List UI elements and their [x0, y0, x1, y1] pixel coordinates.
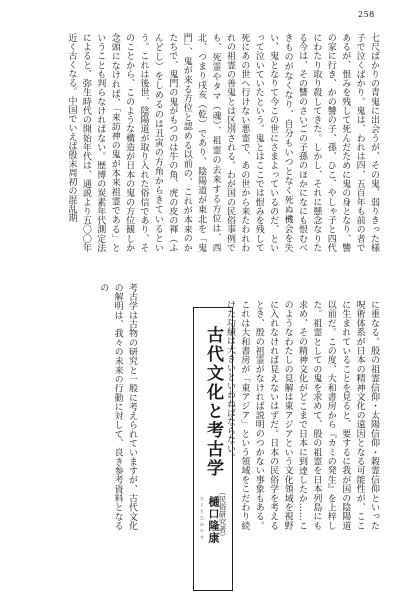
author-name-ruby: ひぐちたかやす	[199, 496, 204, 542]
author-affiliation: （民俗研究者）	[218, 487, 227, 540]
bottom-left-article-body: 考古学は古物の研究と一般に考えられていますが、古代文化の解明は、我々の未来の行動に対して、良き参考資料となるの	[98, 283, 137, 530]
top-article-body: 七尺ばかりの青鬼に出会うが、その鬼、弱りきった様子で泣くばかり。鬼は、われは四、五百年も前の者であるが、恨みを残して死んだために鬼の身となり、讐の家に行き、かの讐の子、孫、ひこ、やしゃ子と四代にわたり取り殺してきた。しかし、それに懸念なりたる今は、その讐のさいごの子孫のほかになにも恨むべきものがなくなり、自分もいつとなく死ぬ機会を失い、鬼となりて今この世にさまよっているのだ、といって泣いていたという。鬼とはここでは恨みを残して死にあの世へ行けない悪霊で、あの世から来たわれわれの祖霊の善鬼とは区別される。わが国の民俗事例でも、死霊やタマ（魂）、祖霊の去来する方位は、西北、つまり戌亥（乾）であり、陰陽道が東北を「鬼門」、鬼が来る方位と認める以前の、これが本来のかたちで、鬼門の鬼がもつのは牛の角、虎の皮の褌（ふんどし）をしめるのは丑寅の方角からきているという。これは後世、陰陽道が取り入れた俗信であり、そのことから、このような構造が日本の鬼の方位観しか念頭になければ、「来訪神の鬼が本来祖霊である」ということも判らなければない。歴博の炭素年代測定法によると、弥生時代の開始年代は、通説より五〇〇年近く古くなる。中国でいえば殷末周初の混乱期	[66, 33, 379, 252]
page-number: 258	[358, 10, 375, 19]
article-title: 古代文化と考古学	[203, 326, 223, 478]
author-name: 樋口隆康	[207, 496, 220, 544]
bottom-right-article-body: に重なる。殷の祖霊信仰・太陽信仰・穀霊信仰といった呪術体系が日本の精神文化の遠因となる可能性が、ここに生まれていることを見ると、要するに我が国の陰陽道以前だ。この度、大和書房から『カミの発生』を上梓した。祖霊としての鬼を求めて、殷の祖霊を日本列島にも求め、その精神文化がどこまで日本に到達したか……このようなわたしの見解は東アジアという文化領域を視野に入れなければ見えないはずだ。日本の民俗学を考えるとき、殷の祖霊がなければ説明のつかない事象もある。これは大和書房が「東アジア」という領域をこだわり続けた功績は大きいといわねばならない。	[224, 300, 379, 530]
article-title-box	[193, 307, 233, 591]
